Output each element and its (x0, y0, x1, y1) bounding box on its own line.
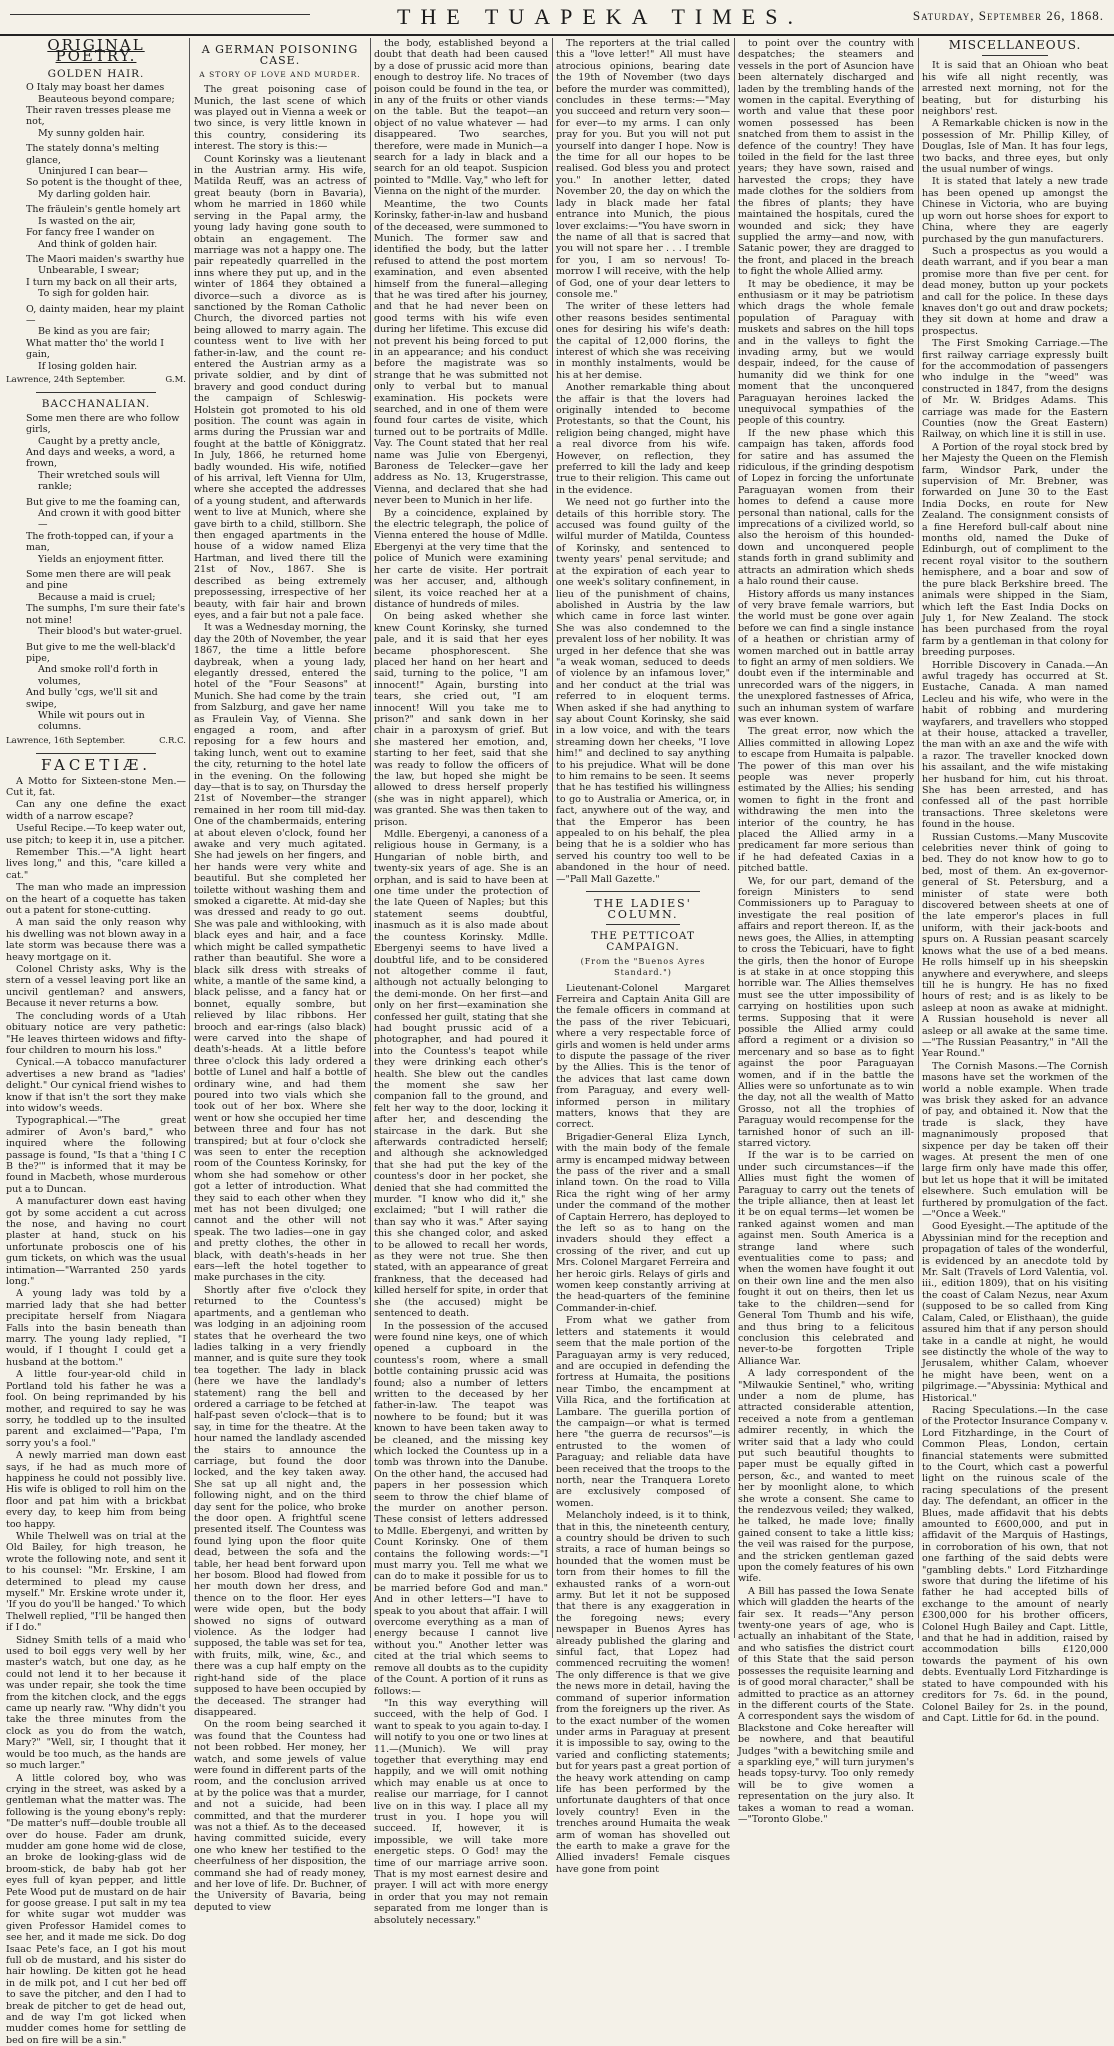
column-6 (922, 38, 1108, 1638)
column-rule (734, 38, 735, 1638)
miscellany-item: A Remarkable chicken is now in the possession of Mr. Phillip Killey, of Douglas, Isle of Man. It has four legs, two backs, and three eyes, but only the usual number of wings. (922, 118, 1108, 175)
column-rule (552, 38, 553, 1638)
column-5 (738, 38, 914, 1638)
poem-line: If losing golden hair. (18, 361, 186, 372)
article-paragraph: On the room being searched it was found that the Countess had not been robbed. Her money, her watch, and some jewels of value were found in different parts of the room, and the conclusion arrived at by the police was that a murder, and not a suicide, had been committed, and that the murderer was not a thief. As to the deceased having committed suicide, every one who knew her testified to the cheerfulness of her disposition, the command she had of ready money, and her love of life. Dr. Buchner, of the University of Bavaria, being deputed to view (194, 1719, 366, 1913)
poem-line: The Maori maiden's swarthy hue (18, 254, 186, 265)
miscellany-item: Such a prospectus as you would a death warrant, and if you bear a man promise more than five per cent. for dead money, button up your pockets and call for the police. In these days knaves don't go out and draw pockets; they sit down at home and draw a prospectus. (922, 246, 1108, 337)
divider (606, 924, 680, 925)
poem-line: The stately donna's melting glance, (18, 143, 186, 166)
miscellany-item: A Portion of the royal stock bred by her Majesty the Queen on the Flemish farm, Windsor Park, under the supervision of Mr. Brebner, was forwarded on June 30 to the East India Docks, en route for New Zealand. The consignment consists of a fine Hereford bull-calf about nine months old, named the Duke of Edinburgh, out of compliment to the recent royal visitor to the southern hemisphere, and a boar and sow of the pure black Berkshire breed. The animals were shipped in the Siam, which left the East India Docks on July 1, for New Zealand. The stock has been purchased from the royal farm by a gentleman in that colony for breeding purposes. (922, 442, 1108, 659)
poem-line: My sunny golden hair. (18, 128, 186, 139)
poem-line: But give to me the well-black'd pipe, (18, 642, 186, 665)
poem-line: So potent is the thought of thee, (18, 177, 186, 188)
poisoning-case-conclusion (556, 38, 730, 885)
original-poetry-heading: ORIGINAL POETRY. (6, 40, 186, 63)
column-4 (556, 38, 730, 1638)
poem-line: My darling golden hair. (18, 189, 186, 200)
poem-place-date: Lawrence, 16th September. (6, 736, 125, 747)
miscellany-item: Good Eyesight.—The aptitude of the Abyssinian mind for the reception and propagation of tales of the wonderful, is evidenced by an anecdote told by Mr. Salt (Travels of Lord Valentia, vol. iii., edition 1809), that on his visiting the coast of Calam Nezus, near Axum (supposed to be so called from King Calam, Caled, or Elisthaan), the guide assured him that if any person should take in a candle at night, he would see distinctly the whole of the way to Jerusalem, whither Calam, whoever he might have been, went on a pilgrimage.—"Abyssinia: Mythical and Historical." (922, 1221, 1108, 1404)
poem-line: Is wasted on the air, (18, 216, 186, 227)
poem-line: I turn my back on all their arts, (18, 277, 186, 288)
poem-line: Uninjured I can bear— (18, 166, 186, 177)
article-paragraph: By a coincidence, explained by the electric telegraph, the police of Vienna entered the house of Mdlle. Ebergenyi at the very time that the police of Munich were examining her carte de visite. Her portrait was her accuser, and, although silent, its voice reached her at a distance of hundreds of miles. (374, 508, 548, 611)
article-paragraph: Melancholy indeed, is it to think, that in this, the nineteenth century, a country should be driven to such straits, a race of human beings so hounded that the women must be torn from their homes to fill the exhausted ranks of a worn-out army. But let it not be supposed that there is any exaggeration in the foregoing news; every newspaper in Buenos Ayres has already published the glaring and sinful fact, that Lopez had commenced recruiting the women! The only difference is that we give the news more in detail, having the command of superior information from the foreigners up the river. As to the exact number of the women under arms in Paraguay at present it is impossible to say, owing to the varied and conflicting statements; but for years past a great portion of the heavy work attending on camp life has been performed by the unfortunate daughters of that once lovely country! Even in the trenches around Humaita the weak arm of woman has shovelled out the earth to make a grave for the Allied invaders! Female cisques have gone from point (556, 1510, 730, 1875)
article-paragraph: If the new phase which this campaign has taken, affords food for satire and has assumed the ridiculous, if the grinding despotism of Lopez in forcing the unfortunate Paraguayan women from their homes to defend a cause more personal than national, calls for the imprecations of a civilized world, so also the heroism of this hounded-down and unconquered people stands forth in grand sublimity and attracts an admiration which sheds a halo round their cause. (738, 428, 914, 588)
poem-line: The froth-topped can, if your a man, (18, 531, 186, 554)
bacchanalian-title: BACCHANALIAN. (6, 399, 186, 410)
article-paragraph: Mdlle. Ebergenyi, a canoness of a religious house in Germany, is a Hungarian of noble birth, and twenty-six years of age. She is an orphan, and is said to have been at one time under the protection of the late Queen of Naples; but this statement seems doubtful, inasmuch as it is also made about the countess Korinsky. Mdlle. Ebergenyi seems to have lived a doubtful life, and to be considered not altogether comme il faut, although not actually belonging to the demi-monde. On her first—and only on her first—examination she confessed her guilt, stating that she had bought prussic acid of a photographer, and had poured it into the Countess's teapot while they were drinking each other's health. She blew out the candles the moment she saw her companion fall to the ground, and felt her way to the door, locking it after her, and descending the staircase in the dark. But she afterwards contradicted herself; and although she acknowledged that she had put the key of the countess's door in her pocket, she denied that she had committed the murder. "I know who did it," she exclaimed; "but I will rather die than say who it was." After saying this she changed color, and asked to be allowed to recall her words, as they were not true. She then stated, with an appearance of great frankness, that the deceased had killed herself for spite, in order that she (the accused) might be sentenced to death. (374, 829, 548, 1319)
facetiae-item: A little four-year-old child in Portland told his father he was a fool. On being reprimanded by his mother, and required to say he was sorry, he toddled up to the insulted parent and exclaimed—"Papa, I'm sorry you's a fool." (6, 1369, 186, 1449)
column-3 (374, 38, 548, 1638)
petticoat-campaign-body (556, 983, 730, 1876)
article-paragraph: In the possession of the accused were found nine keys, one of which opened a cupboard in the countess's room, where a small bottle containing prussic acid was found; also a number of letters written to the deceased by her father-in-law. The teapot was nowhere to be found; but it was known to have been taken away to be cleaned, and the missing key which locked the Countess up in a tomb was thrown into the Danube. On the other hand, the accused had papers in her possession which seem to throw the chief blame of the murder on another person. These consist of letters addressed to Mdlle. Ebergenyi, and written by Count Korinsky. One of them contains the following words:—"I must marry you. Tell me what we can do to make it possible for us to be married before God and man." And in other letters—"I have to speak to you about that affair. I will overcome everything as a man of energy because I cannot live without you." Another letter was cited at the trial which seems to remove all doubts as to the cupidity of the Count. A portion of it runs as follows:— (374, 1321, 548, 1697)
article-paragraph: A lady correspondent of the "Milwaukie Sentinel," who, writing under a nom de plume, has attracted considerable attention, received a note from a gentleman admirer recently, in which the writer said that a lady who could put such beautiful thoughts to paper must be equally gifted in person, &c., and wanted to meet her by moonlight alone, to which she wrote a consent. She came to the rendezvous veiled; they walked, he talked, he made love; finally gained consent to take a little kiss; the veil was raised for the purpose, and the stricken gentleman gazed upon the comely features of his own wife. (738, 1368, 914, 1585)
facetiae-item: Cynical.—A tobacco manufacturer advertises a new brand as "ladies' delight." Our cynical friend wishes to know if that isn't the sort they make into widow's weeds. (6, 1057, 186, 1114)
facetiae-item: A man said the only reason why his dwelling was not blown away in a late storm was because there was a heavy mortgage on it. (6, 917, 186, 963)
article-paragraph: The great error, now which the Allies committed in allowing Lopez to escape from Humaita is palpable. The power of this man over his people was never properly estimated by the Allies; his sending women to fight in the front and withdrawing the men into the interior of the country, he has placed the Allied army in a predicament far more serious than if he had defeated Caxias in a pitched battle. (738, 726, 914, 874)
miscellany-item: Horrible Discovery in Canada.—An awful tragedy has occurred at St. Eustache, Canada. A man named Lecleu and his wife, who were in the habit of robbing and murdering wayfarers, and travellers who stopped at their house, attacked a traveller, the man with an axe and the wife with a razor. The traveller knocked down his assailant, and the wife mistaking her husband for him, cut his throat. She has been arrested, and has confessed all of the past horrible transactions. Three skeletons were found in the house. (922, 660, 1108, 831)
petticoat-campaign-continued (738, 38, 914, 1825)
article-paragraph: We, for our part, demand of the foreign Ministers to send Commissioners up to Paraguay to investigate the real position of affairs and report thereon. If, as the news goes, the Allies, in attempting to cross the Tebicuari, have to fight the girls, then the honor of Europe is at stake in at once stopping this horrible war. The Allies themselves must see the utter impossibility of carrying on hostilities upon such terms. Supposing that it were possible the Allied army could afford a regiment or a division so mercenary and so base as to fight against the poor Paraguayan women, and if in the battle the Allies were so unfortunate as to win the day, not all the wealth of Matto Grosso, not all the trophies of Paraguay would recompense for the tarnished honor of such an ill-starred victory. (738, 876, 914, 1150)
article-paragraph: If the war is to be carried on under such circumstances—if the Allies must fight the women of Paraguay to carry out the tenets of the triple alliance, then at least let it be on equal terms—let women be ranked against women and man against men. South America is a strange land where such eventualities come to pass; and when the women have fought it out on their own line and the men also fought it out on theirs, then let us take to the children—send for General Tom Thumb and his wife, and thus bring to a felicitous conclusion this celebrated and never-to-be forgotten Triple Alliance War. (738, 1150, 914, 1367)
poem-line: What matter tho' the world I gain, (18, 338, 186, 361)
divider (36, 753, 156, 754)
divider (982, 55, 1048, 56)
article-paragraph: the body, established beyond a doubt that death had been caused by a dose of prussic acid more than enough to destroy life. No traces of poison could be found in the tea, or in any of the fruits or other viands on the table. But the teapot—an object of no value whatever — had disappeared. Two searches, therefore, were made in Munich—a search for a lady in black and a search for an old teapot. Suspicion pointed to "Mdlle. Vay," who left for Vienna on the night of the murder. (374, 38, 548, 198)
masthead-left-rule (10, 14, 310, 15)
article-paragraph: "In this way everything will succeed, with the help of God. I want to speak to you again to-day. I will notify to you one or two lines at 11.—(Munich). We will pray together that everything may end happily, and we will omit nothing which may enable us at once to realise our marriage, for I cannot live on in this way. I place all my trust in you. I hope you will succeed. If, however, it is impossible, we will take more energetic steps. O God! may the time of our marriage arrive soon. That is my most earnest desire and prayer. I will act with more energy in order that you may not remain separated from me longer than is absolutely necessary." (374, 1698, 548, 1926)
facetiae-items (6, 776, 186, 2046)
petticoat-campaign-title: THE PETTICOAT CAMPAIGN. (556, 931, 730, 954)
miscellany-item: Racing Speculations.—In the case of the Protector Insurance Company v. Lord Fitzhardinge, in the Court of Common Pleas, London, certain financial statements were submitted to the Court, which cast a powerful light on the ruinous scale of the racing speculations of the present day. The defendant, an officer in the Blues, made affidavit that his debts amounted to £600,000, and put in affidavit of the Marquis of Hastings, in corroboration of his own, that not one farthing of the said debts were "gambling debts." Lord Fitzhardinge swore that during the lifetime of his father he had accepted bills of exchange to the amount of nearly £300,000 for his brother officers, Colonel Hugh Bailey and Capt. Little, and that he had in addition, raised by accommodation bills £120,000 towards the payment of his own debts. Eventually Lord Fitzhardinge is stated to have compounded with his creditors for 7s. 6d. in the pound, Colonel Bailey for 2s. in the pound, and Capt. Little for 6d. in the pound. (922, 1405, 1108, 1724)
facetiae-item: Remember This.—"A light heart lives long," and this, "care killed a cat." (6, 847, 186, 881)
poem-place-date: Lawrence, 24th September. (6, 375, 125, 386)
article-paragraph: Count Korinsky was a lieutenant in the Austrian army. His wife, Matilda Reuff, was an actress of great beauty (born in Bavaria), whom he married in 1860 while serving in the Papal army, the young lady having gone south to obtain an engagement. The marriage was not a happy one. The pair repeatedly quarrelled in the inns where they put up, and in the winter of 1864 they obtained a divorce—such a divorce as is sanctioned by the Roman Catholic Church, the divorced parties not being allowed to marry again. The countess went to live with her father-in-law, and the count re-entered the Austrian army as a private soldier, and by dint of bravery and good conduct during the campaign of Schleswig-Holstein got promoted to his old position. The count was again in arms during the Prussian war and fought at the battle of Königgratz. In July, 1866, he returned home badly wounded. His wife, notified of his arrival, left Vienna for Ulm, where she accepted the addresses of a young student, and afterwards went to live at Munich, where she gave birth to a child, stillborn. She then engaged apartments in the house of a widow named Eliza Hartman, and lived there till the 21st of Nov., 1867. She is described as being extremely prepossessing, irrespective of her beauty, with fair hair and brown eyes, and a fair but not a pale face. (194, 154, 366, 622)
poem-line: And smoke roll'd forth in volumes, (18, 664, 186, 687)
article-paragraph: We need not go further into the details of this horrible story. The accused was found guilty of the wilful murder of Matilda, Countess of Korinsky, and sentenced to twenty years' penal servitude; and at the expiration of each year to one week's solitary confinement, in lieu of the punishment of chains, abolished in Austria by the law which came in force last winter. She was also condemned to the prevalent loss of her nobility. It was urged in her defence that she was "a weak woman, seduced to deeds of violence by an infamous lover," and her conduct at the trial was referred to in eloquent terms. When asked if she had anything to say about Count Korinsky, she said in a low voice, and with the tears streaming down her cheeks, "I love him!" and declined to say anything to his prejudice. What will be done to him remains to be seen. It seems that he has testified his willingness to go to Australia or America, or, in fact, anywhere out of the way, and that the Emperor has been appealed to on his behalf, the plea being that he is a soldier who has served his country too well to be abandoned in the hour of need.—"Pall Mall Gazette." (556, 497, 730, 885)
poem-line: Beauteous beyond compare; (18, 94, 186, 105)
poem-line: Their wretched souls will rankle; (18, 470, 186, 493)
masthead (0, 0, 1114, 36)
poem-line: Some men there are will peak and pine (18, 569, 186, 592)
poem-line: O Italy may boast her dames (18, 82, 186, 93)
poem-line: O, dainty maiden, hear my plaint— (18, 304, 186, 327)
article-paragraph: The great poisoning case of Munich, the last scene of which was played out in Vienna a week or two since, is very little known in this country, considering its interest. The story is this:— (194, 84, 366, 152)
facetiae-heading: FACETIÆ. (6, 760, 186, 771)
poem-line: And crown it with good bitter— (18, 508, 186, 531)
facetiae-item: A young lady was told by a married lady that she had better precipitate herself from Niagara Falls into the basin beneath than marry. The young lady replied, "I would, if I thought I could get a husband at the bottom." (6, 1288, 186, 1368)
article-paragraph: It may be obedience, it may be enthusiasm or it may be patriotism which drags the whole female population of Paraguay with muskets and sabres on the hill tops and in the valleys to fight the invading army, but we would despair, indeed, for the cause of humanity did we think for one moment that the unconquered Paraguayan heroines lacked the unequivocal sympathies of the people of this country. (738, 279, 914, 427)
poem-line: But give to me the foaming can, (18, 497, 186, 508)
golden-hair-title: GOLDEN HAIR. (6, 69, 186, 80)
column-rule (189, 38, 190, 1638)
poisoning-case-continued (374, 38, 548, 1926)
issue-date: Saturday, September 26, 1868. (913, 8, 1104, 24)
poisoning-case-title: A GERMAN POISONING CASE. (194, 44, 366, 67)
miscellaneous-heading: MISCELLANEOUS. (922, 40, 1108, 51)
miscellany-item: The First Smoking Carriage.—The first railway carriage expressly built for the accommodation of passengers who indulge in the "weed" was constructed in 1847, from the designs of Mr. W. Bridges Adams. This carriage was made for the Eastern Counties (now the Great Eastern) Railway, on which line it is still in use. (922, 338, 1108, 441)
article-paragraph: to point over the country with despatches; the steamers and vessels in the port of Asuncion have been alternately discharged and laden by the trembling hands of the women in the capital. Everything of worth and value that these poor women possessed has been snatched from them to assist in the defence of the country! They have toiled in the field for the last three years; they have sown, raised and harvested the crops; they have made clothes for the soldiers from the fibres of plants; they have maintained the hospitals, cured the wounded and sick; they have supplied the army—and now, with Satanic power, they are dragged to the front, and placed in the breach to fight the whole Allied army. (738, 38, 914, 278)
golden-hair-poem (6, 82, 186, 372)
facetiae-item: Colonel Christy asks, Why is the stern of a vessel leaving port like an uncivil gentleman? and answers, Because it never returns a bow. (6, 964, 186, 1010)
article-paragraph: Lieutenant-Colonel Margaret Ferreira and Captain Anita Gill are the female officers in command at the pass of the river Tebicuari, where a very respectable force of girls and women is held under arms to dispute the passage of the river by the Allies. This is the tenor of the advices that last came down from Paraguay, and every well-informed person in military matters, knows that they are correct. (556, 983, 730, 1131)
miscellany-item: Russian Customs.—Many Muscovite celebrities never think of going to bed. They do not know how to go to bed, most of them. An ex-governor-general of St. Petersburg, and a minister of state were both discovered between sheets at one of the late emperor's places in full uniform, with their jack-boots and spurs on. A Russian peasant scarcely knows what the use of a bed means. He rolls himself up in his sheepskin anywhere and everywhere, and sleeps till he is hungry. He has no fixed hours of rest; and is as likely to be asleep at noon as awake at midnight. A Russian household is never all asleep or all awake at the same time.—"The Russian Peasantry," in "All the Year Round." (922, 832, 1108, 1060)
facetiae-item: Can any one define the exact width of a narrow escape? (6, 799, 186, 822)
column-rule (370, 38, 371, 1638)
miscellaneous-items (922, 60, 1108, 1724)
poem-line: Yields an enjoyment fitter. (18, 554, 186, 565)
poem-line: Unbearable, I swear; (18, 265, 186, 276)
poem-line: The fräulein's gentle homely art (18, 204, 186, 215)
column-2 (194, 38, 366, 1638)
poem-line: Their blood's but water-gruel. (18, 626, 186, 637)
poisoning-case-body (194, 84, 366, 1913)
newspaper-title: THE TUAPEKA TIMES. (340, 4, 860, 30)
facetiae-item: While Thelwell was on trial at the Old Bailey, for high treason, he wrote the following note, and sent it to his counsel: "Mr. Erskine, I am determined to plead my cause myself." Mr. Erskine wrote under it, 'If you do you'll be hanged.' To which Thelwell replied, "I'll be hanged then if I do." (6, 1531, 186, 1634)
poem-line: Some men there are who follow girls, (18, 413, 186, 436)
poem-line: For fancy free I wander on (18, 227, 186, 238)
article-paragraph: History affords us many instances of very brave female warriors, but the world must be gone over again before we can find a single instance of a heathen or christian army of women marched out in battle array to fight an army of men soldiers. We doubt even if the interminable and unrecorded wars of the niggers, in the unexplored fastnesses of Africa, such an inhuman system of warfare was ever known. (738, 589, 914, 726)
article-paragraph: A Bill has passed the Iowa Senate which will gladden the hearts of the fair sex. It reads—"Any person twenty-one years of age, who is actually an inhabitant of the State, and who satisfies the district court of this State that the said person possesses the requisite learning and is of good moral character," shall be admitted to practice as an attorney in the different courts of the State. A correspondent says the wisdom of Blackstone and Coke hereafter will be nowhere, and that beautiful Judges "with a bewitching smile and a sparkling eye," will turn jurymen's heads topsy-turvy. Too only remedy will be to give women a representation on the jury also. It takes a woman to read a woman.—"Toronto Globe." (738, 1586, 914, 1826)
article-paragraph: On being asked whether she knew Count Korinsky, she turned pale, and it is said that her eyes became phosphorescent. She placed her hand on her heart and said, turning to the police, "I am innocent!" Again, bursting into tears, she cried out, "I am innocent! Will you take me to prison?" and sank down in her chair in a paroxysm of grief. But she mastered her emotion, and, starting to her feet, said that she was ready to follow the officers of the law, but hoped she might be allowed to dress herself properly (she was in night apparel), which was granted. She was then taken to prison. (374, 611, 548, 828)
column-rule (918, 38, 919, 1638)
facetiae-item: Useful Recipe.—To keep water out, use pitch; to keep it in, use a pitcher. (6, 823, 186, 846)
bacchanalian-signature (6, 736, 186, 747)
divider (586, 891, 700, 892)
poem-line: Because a maid is cruel; (18, 592, 186, 603)
golden-hair-signature (6, 375, 186, 386)
article-paragraph: Another remarkable thing about the affair is that the lovers had originally intended to become Protestants, so that the Count, his religion being changed, might have a real divorce from his wife. However, on reflection, they preferred to kill the lady and keep true to their religion. This came out in the evidence. (556, 382, 730, 496)
facetiae-item: A Motto for Sixteen-stone Men.—Cut it, fat. (6, 776, 186, 799)
column-1 (6, 38, 186, 1638)
poem-line: Caught by a pretty ancle, (18, 436, 186, 447)
facetiae-item: The man who made an impression on the heart of a coquette has taken out a patent for stone-cutting. (6, 882, 186, 916)
facetiae-item: A little colored boy, who was crying in the street, was asked by a gentleman what the matter was. The following is the young ebony's reply: "De matter's nuff—double trouble all over do house. Fader am drunk, mudder am gone home wid de close, an broke de looking-glass wid de broom-stick, de baby hab got her eyes full of kyan pepper, and little Pete Wood put de mustard on de hair for goose grease. I put salt in my tea for white sugar wot mudder was given Professor Hamidel comes to see her, and it made me sick. Do dog Isaac Pete's face, an I got his mout full ob de mustard, and his sister do hair howling. De kitten got he head in de milk pot, and I cut her bed off to save the pitcher, and den I had to break de pitcher to get de head out, and de way I'm got licked when mudder comes home for settling de bed on fire will be a sin." (6, 1773, 186, 2046)
article-paragraph: It was a Wednesday morning, the day the 20th of November, the year 1867, the time a little before daybreak, when a young lady, elegantly dressed, entered the hotel of the "Four Seasons" at Munich. She had come by the train from Salzburg, and gave her name as Fraulein Vay, of Vienna. She engaged a room, and after reposing for a few hours and taking lunch, went out to examine the city, returning to the hotel late in the evening. On the following day—that is to say, on Thursday the 21st of November—the stranger remained in her room till mid-day. One of the chambermaids, entering at about eleven o'clock, found her awake and very much agitated. She had jewels on her fingers, and her hands were very white and beautiful. But she completed her toilette without washing them and smoked a cigarette. At mid-day she was dressed and ready to go out. She was pale and withlooking, with black eyes and hair, and a face which might be called sympathetic rather than beautiful. She wore a black silk dress with streaks of white, a mantle of the same kind, a black pelisse, and a fancy hat or bonnet, equally sombre, but relieved by lilac ribbons. Her brooch and ear-rings (also black) were carved into the shape of death's-heads. At a little before three o'clock this lady ordered a bottle of Lunel and half a bottle of ordinary wine, and had them poured into two vials which she took out of her box. Where she went or how she occupied her time between three and four has not transpired; but at four o'clock she was seen to enter the reception room of the Countess Korinsky, for whom she had somehow or other got a letter of introduction. What they said to each other when they met has not been divulged; one cannot and the other will not speak. The two ladies—one in gay and pretty clothes, the other in black, with death's-heads in her ears—left the hotel together to make purchases in the city. (194, 622, 366, 1284)
poem-line: Their raven tresses please me not, (18, 105, 186, 128)
poem-initials: C.R.C. (159, 736, 186, 747)
article-paragraph: Meantime, the two Counts Korinsky, father-in-law and husband of the deceased, were summoned to Munich. The former saw and identified the body, but the latter refused to attend the post mortem examination, and even absented himself from the funeral—alleging that he was tired after his journey, and that he had never been on good terms with his wife even during her lifetime. This excuse did not prevent his being forced to put in an appearance; and his conduct before the magistrate was so strange that he was submitted not only to verbal but to manual examination. His pockets were searched, and in one of them were found four cartes de visite, which turned out to be portraits of Mdlle. Vay. The Count stated that her real name was Julie von Ebergenyi, Baroness de Telecker—gave her address as No. 13, Krugerstrasse, Vienna, and declared that she had never been to Munich in her life. (374, 199, 548, 507)
miscellany-item: It is said that an Ohioan who beat his wife all night recently, was arrested next morning, not for the beating, but for disturbing his neighbors' rest. (922, 60, 1108, 117)
poem-line: And days and weeks, a word, a frown, (18, 447, 186, 470)
ladies-column-heading: THE LADIES' COLUMN. (556, 898, 730, 921)
poisoning-case-subtitle: A STORY OF LOVE AND MURDER. (194, 69, 366, 80)
poem-initials: G.M. (165, 375, 186, 386)
divider (36, 392, 156, 393)
facetiae-item: Typographical.—"The great admirer of Avon's bard," who inquired where the following passage is found, "Is that a 'thing I C B the?'" is informed that it may be found in Macbeth, whose murderous put a to Duncan. (6, 1115, 186, 1195)
article-paragraph: Shortly after five o'clock they returned to the Countess's apartments, and a gentleman who was lodging in an adjoining room states that he overheard the two ladies talking in a very friendly manner, and is quite sure they took tea together. The lady in black (here we have the landlady's statement) rang the bell and ordered a carriage to be fetched at half-past seven o'clock—that is to say, in time for the theatre. At the hour named the landlady ascended the stairs to announce the carriage, but found the door locked, and the key taken away. She sat up all night and, the following night, and on the third day sent for the police, who broke the door open. A frightful scene presented itself. The Countess was found lying upon the floor quite dead, between the sofa and the table, her head bent forward upon her bosom. Blood had flowed from her mouth down her dress, and thence on to the floor. Her eyes were wide open, but the body showed no signs of outward violence. As the lodger had supposed, the table was set for tea, with fruits, milk, wine, &c., and there was a cup half empty on the right-hand side of the place supposed to have been occupied by the deceased. The stranger had disappeared. (194, 1285, 366, 1718)
miscellany-item: The Cornish Masons.—The Cornish masons have set the workmen of the world a noble example. When trade was brisk they asked for an advance of pay, and obtained it. Now that the trade is slack, they have magnanimously proposed that sixpence per day be taken off their wages. At present the men of one large firm only have made this offer, but let us hope that it will be imitated elsewhere. Such emulation will be furthered by promulgation of the fact.—"Once a Week." (922, 1061, 1108, 1221)
poem-line: The sumphs, I'm sure their fate's not mine! (18, 603, 186, 626)
facetiae-item: A manufacturer down east having got by some accident a cut across the nose, and having no court plaster at hand, stuck on his unfortunate proboscis one of his gum tickets, on which was the usual intimation—"Warranted 250 yards long." (6, 1196, 186, 1287)
article-paragraph: Brigadier-General Eliza Lynch, with the main body of the female army is encamped midway between the pass of the river and a small inland town. On the road to Villa Rica the right wing of her army under the command of the mother of Captain Herrero, has deployed to the left so as to hang on the invaders should they effect a crossing of the river, and cut up Mrs. Colonel Margaret Ferreira and her heroic girls. Relays of girls and women keep constantly arriving at the head-quarters of the feminine Commander-in-chief. (556, 1132, 730, 1315)
miscellany-item: It is stated that lately a new trade has been opened up amongst the Chinese in Victoria, who are buying up worn out horse shoes for export to China, where they are eagerly purchased by the gun manufacturers. (922, 176, 1108, 244)
facetiae-item: The concluding words of a Utah obituary notice are very pathetic: "He leaves thirteen widows and fifty-four children to mourn his loss." (6, 1011, 186, 1057)
facetiae-item: A newly married man down east says, if he had as much more of happiness he could not possibly live. His wife is obliged to roll him on the floor and pat him with a brickbat every day, to keep him from being too happy. (6, 1450, 186, 1530)
article-paragraph: The reporters at the trial called this a "love letter!" All must have atrocious opinions, bearing date the 19th of November (two days before the murder was committed), concludes in these terms:—"May you succeed and return very soon—for ever—to my arms. I can only pray for you. But you will not put yourself into danger I hope. Now is the time for all our hopes to be realised. God bless you and protect you." In another letter, dated November 20, the day on which the lady in black made her fatal entrance into Munich, the pious lover exclaims:—"You have sworn in the name of all that is sacred that you will not spare her . . . I tremble for you, I am so nervous! To-morrow I will receive, with the help of God, one of your dear letters to console me." (556, 38, 730, 300)
facetiae-item: Sidney Smith tells of a maid who used to boil eggs very well by her master's watch, but one day, as he could not lend it to her because it was under repair, she took the time from the kitchen clock, and the eggs came up nearly raw. "Why didn't you take the three minutes from the clock as you do from the watch, Mary?" "Well, sir, I thought that it would be too much, as the hands are so much larger." (6, 1635, 186, 1772)
poem-line: And think of golden hair. (18, 239, 186, 250)
poem-line: Be kind as you are fair; (18, 326, 186, 337)
article-paragraph: The writer of these letters had other reasons besides sentimental ones for desiring his wife's death: the capital of 12,000 florins, the interest of which she was receiving in monthly instalments, would be his at her demise. (556, 301, 730, 381)
article-source: (From the "Buenos Ayres Standard.") (556, 956, 730, 979)
poem-line: While wit pours out in columns. (18, 710, 186, 733)
poem-line: And bully 'cgs, we'll sit and swipe, (18, 687, 186, 710)
article-paragraph: From what we gather from letters and statements it would seem that the male portion of the Paraguayan army is very reduced, and are occupied in defending the fortress at Humaita, the positions near Timbo, the encampment at Villa Rica, and the fortification at Lambare. The guerilla portion of the campaign—or what is termed here "the guerra de recursos"—is entrusted to the women of Paraguay; and reliable data have been received that the troops to the north, near the Tranquera Loreto are exclusively composed of women. (556, 1315, 730, 1509)
poem-line: To sigh for golden hair. (18, 288, 186, 299)
bacchanalian-poem (6, 413, 186, 733)
